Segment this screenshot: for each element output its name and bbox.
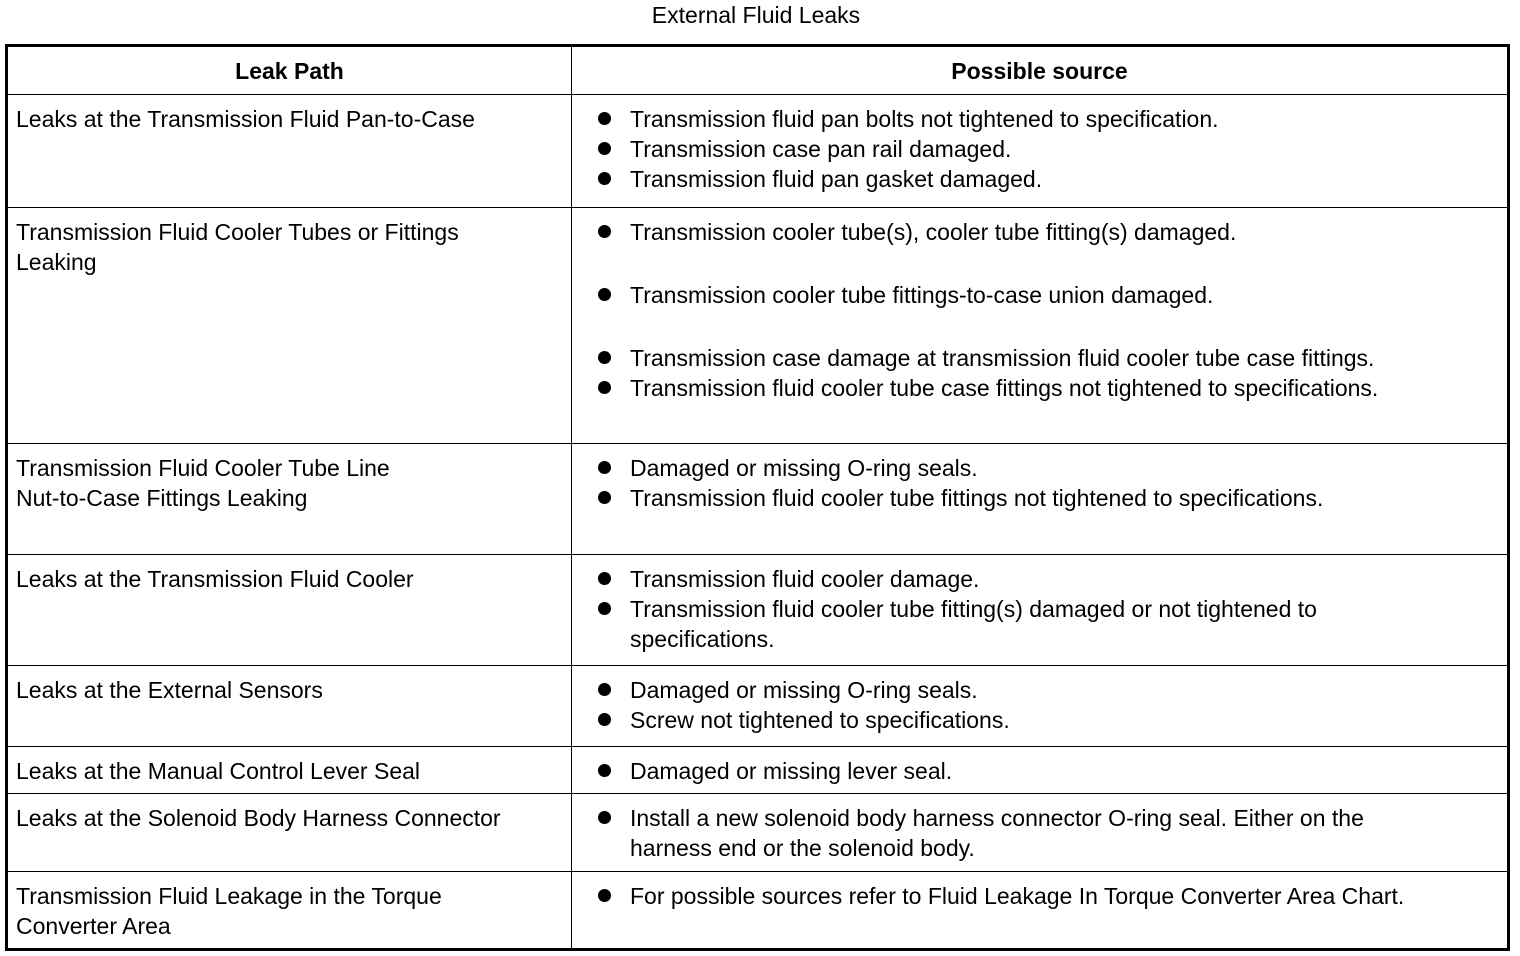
leak-path-cell <box>7 872 572 950</box>
table-row <box>7 747 1509 794</box>
leak-path-text: Transmission Fluid Cooler Tubes or Fittings Leaking <box>16 219 459 275</box>
page-title: External Fluid Leaks <box>651 2 861 28</box>
bullet-icon <box>598 381 611 394</box>
list-item <box>596 564 1499 594</box>
source-text: Transmission case damage at transmission fluid cooler tube case fittings. <box>630 345 1375 371</box>
header-possible-source: Possible source <box>572 46 1509 95</box>
possible-source-cell <box>572 208 1509 444</box>
list-item <box>596 756 1499 786</box>
leak-path-cell: Leaks at the Solenoid Body Harness Connector <box>7 794 572 872</box>
source-text: Transmission fluid pan bolts not tightened to specification. <box>630 106 1219 132</box>
source-text: Transmission cooler tube(s), cooler tube fitting(s) damaged. <box>630 219 1237 245</box>
possible-source-cell <box>572 747 1509 794</box>
possible-source-cell <box>572 794 1509 872</box>
bullet-icon <box>598 764 611 777</box>
leak-path-cell: Leaks at the Transmission Fluid Cooler <box>7 555 572 666</box>
bullet-icon <box>598 288 611 301</box>
table-row <box>7 872 1509 950</box>
list-item <box>596 453 1499 483</box>
source-text: Transmission fluid cooler damage. <box>630 566 980 592</box>
bullet-icon <box>598 461 611 474</box>
source-text: Damaged or missing O-ring seals. <box>630 455 978 481</box>
leak-path-cell: Leaks at the Transmission Fluid Pan-to-Case <box>7 95 572 208</box>
bullet-icon <box>598 811 611 824</box>
list-item <box>596 280 1499 310</box>
source-text: Transmission case pan rail damaged. <box>630 136 1012 162</box>
leak-path-cell: Leaks at the External Sensors <box>7 666 572 747</box>
possible-source-cell <box>572 666 1509 747</box>
table-row <box>7 208 1509 444</box>
source-text: For possible sources refer to Fluid Leakage In Torque Converter Area Chart. <box>630 883 1405 909</box>
table-row <box>7 666 1509 747</box>
source-text: Transmission fluid cooler tube fitting(s) damaged or not tightened to specifications. <box>630 596 1317 652</box>
table-row <box>7 794 1509 872</box>
leak-path-cell <box>7 208 572 444</box>
source-text: Damaged or missing O-ring seals. <box>630 677 978 703</box>
list-item <box>596 803 1450 863</box>
table-row <box>7 555 1509 666</box>
list-item <box>596 104 1499 134</box>
list-item <box>596 675 1499 705</box>
source-text: Transmission cooler tube fittings-to-case union damaged. <box>630 282 1214 308</box>
list-item <box>596 881 1499 911</box>
table-row <box>7 444 1509 555</box>
list-item <box>596 343 1499 373</box>
list-item <box>596 164 1499 194</box>
possible-source-cell <box>572 95 1509 208</box>
leak-table <box>5 44 1510 951</box>
list-item <box>596 373 1499 403</box>
table-header-row <box>7 46 1509 95</box>
bullet-icon <box>598 172 611 185</box>
header-leak-path: Leak Path <box>7 46 572 95</box>
bullet-icon <box>598 713 611 726</box>
leak-path-cell: Leaks at the Manual Control Lever Seal <box>7 747 572 794</box>
bullet-icon <box>598 683 611 696</box>
possible-source-cell <box>572 555 1509 666</box>
bullet-icon <box>598 225 611 238</box>
leak-path-text: Transmission Fluid Leakage in the Torque Converter Area <box>16 883 442 939</box>
bullet-icon <box>598 351 611 364</box>
list-item <box>596 483 1499 513</box>
list-item <box>596 594 1390 654</box>
source-text: Transmission fluid cooler tube case fittings not tightened to specifications. <box>630 375 1379 401</box>
source-text: Transmission fluid pan gasket damaged. <box>630 166 1043 192</box>
bullet-icon <box>598 142 611 155</box>
possible-source-cell <box>572 872 1509 950</box>
bullet-icon <box>598 491 611 504</box>
list-item <box>596 217 1499 247</box>
possible-source-cell <box>572 444 1509 555</box>
bullet-icon <box>598 889 611 902</box>
source-text: Screw not tightened to specifications. <box>630 707 1010 733</box>
leak-path-cell <box>7 444 572 555</box>
bullet-icon <box>598 112 611 125</box>
leak-path-line: Nut-to-Case Fittings Leaking <box>16 485 308 511</box>
bullet-icon <box>598 572 611 585</box>
source-text: Damaged or missing lever seal. <box>630 758 953 784</box>
source-text: Transmission fluid cooler tube fittings not tightened to specifications. <box>630 485 1324 511</box>
source-text: Install a new solenoid body harness connector O-ring seal. Either on the harness end or the solenoid body. <box>630 805 1364 861</box>
leak-path-line: Transmission Fluid Cooler Tube Line <box>16 455 390 481</box>
list-item <box>596 705 1499 735</box>
table-row <box>7 95 1509 208</box>
bullet-icon <box>598 602 611 615</box>
list-item <box>596 134 1499 164</box>
